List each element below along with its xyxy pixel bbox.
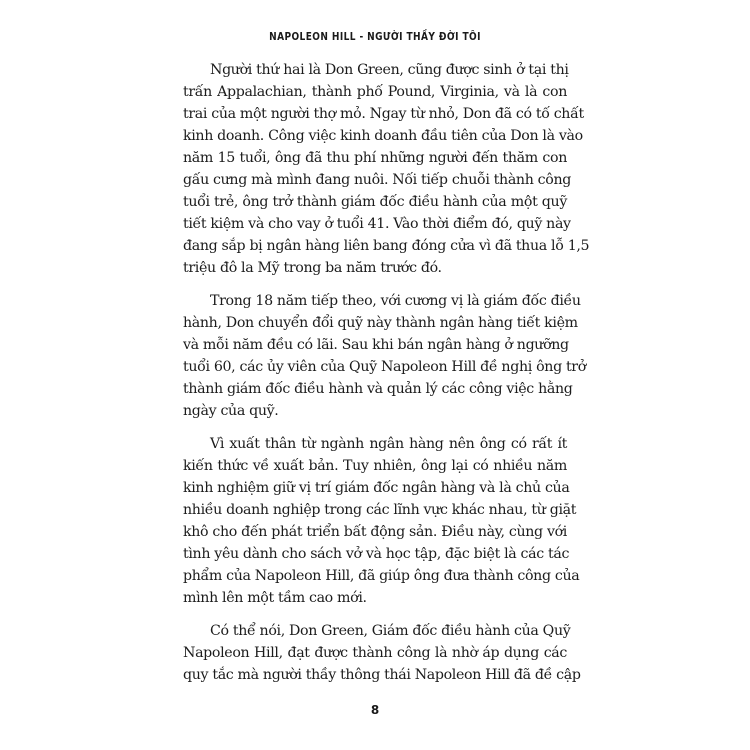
page-number: 8: [370, 703, 380, 717]
text-line: hành, Don chuyển đổi quỹ này thành ngân hàng tiết kiệm: [183, 315, 578, 331]
text-line: quy tắc mà người thầy thông thái Napoleon Hill đã đề cập: [183, 667, 581, 683]
text-line: thành giám đốc điều hành và quản lý các công việc hằng: [183, 381, 573, 397]
text-line: và mỗi năm đều có lãi. Sau khi bán ngân hàng ở ngưỡng: [183, 337, 569, 353]
running-header: NAPOLEON HILL - NGƯỜI THẦY ĐỜI TÔI: [269, 30, 481, 43]
paragraph-2: [183, 290, 586, 422]
text-line: phẩm của Napoleon Hill, đã giúp ông đưa thành công của: [183, 568, 580, 584]
text-line: tuổi 60, các ủy viên của Quỹ Napoleon Hill đề nghị ông trở: [183, 359, 586, 375]
text-line: kinh doanh. Công việc kinh doanh đầu tiên của Don là vào: [183, 128, 583, 144]
body-text: [183, 59, 590, 697]
text-line: Vì xuất thân từ ngành ngân hàng nên ông có rất ít: [210, 436, 567, 452]
text-line: tình yêu dành cho sách vở và học tập, đặc biệt là các tác: [183, 546, 570, 562]
text-line: gấu cưng mà mình đang nuôi. Nối tiếp chuỗi thành công: [183, 172, 571, 188]
text-line: năm 15 tuổi, ông đã thu phí những người đến thăm con: [183, 150, 567, 166]
text-line: kiến thức về xuất bản. Tuy nhiên, ông lại có nhiều năm: [183, 458, 567, 474]
text-line: tiết kiệm và cho vay ở tuổi 41. Vào thời điểm đó, quỹ này: [183, 216, 571, 232]
text-line: Có thể nói, Don Green, Giám đốc điều hành của Quỹ: [210, 623, 571, 639]
text-line: mình lên một tầm cao mới.: [183, 590, 367, 606]
paragraph-3: [183, 433, 580, 609]
text-line: triệu đô la Mỹ trong ba năm trước đó.: [183, 260, 442, 276]
text-line: ngày của quỹ.: [183, 403, 279, 419]
text-line: nhiều doanh nghiệp trong các lĩnh vực khác nhau, từ giặt: [183, 502, 577, 518]
text-line: trai của một người thợ mỏ. Ngay từ nhỏ, Don đã có tố chất: [183, 106, 584, 122]
text-line: Trong 18 năm tiếp theo, với cương vị là giám đốc điều: [210, 293, 581, 309]
text-line: trấn Appalachian, thành phố Pound, Virginia, và là con: [183, 84, 567, 100]
text-line: đang sắp bị ngân hàng liên bang đóng cửa vì đã thua lỗ 1,5: [183, 238, 590, 254]
text-line: Napoleon Hill, đạt được thành công là nhờ áp dụng các: [183, 645, 567, 661]
text-line: Người thứ hai là Don Green, cũng được sinh ở tại thị: [210, 62, 569, 78]
text-line: khô cho đến phát triển bất động sản. Điều này, cùng với: [183, 524, 567, 540]
paragraph-4: [183, 620, 581, 686]
text-line: kinh nghiệm giữ vị trí giám đốc ngân hàng và là chủ của: [183, 480, 570, 496]
paragraph-1: [183, 59, 590, 279]
text-line: tuổi trẻ, ông trở thành giám đốc điều hành của một quỹ: [183, 194, 567, 210]
